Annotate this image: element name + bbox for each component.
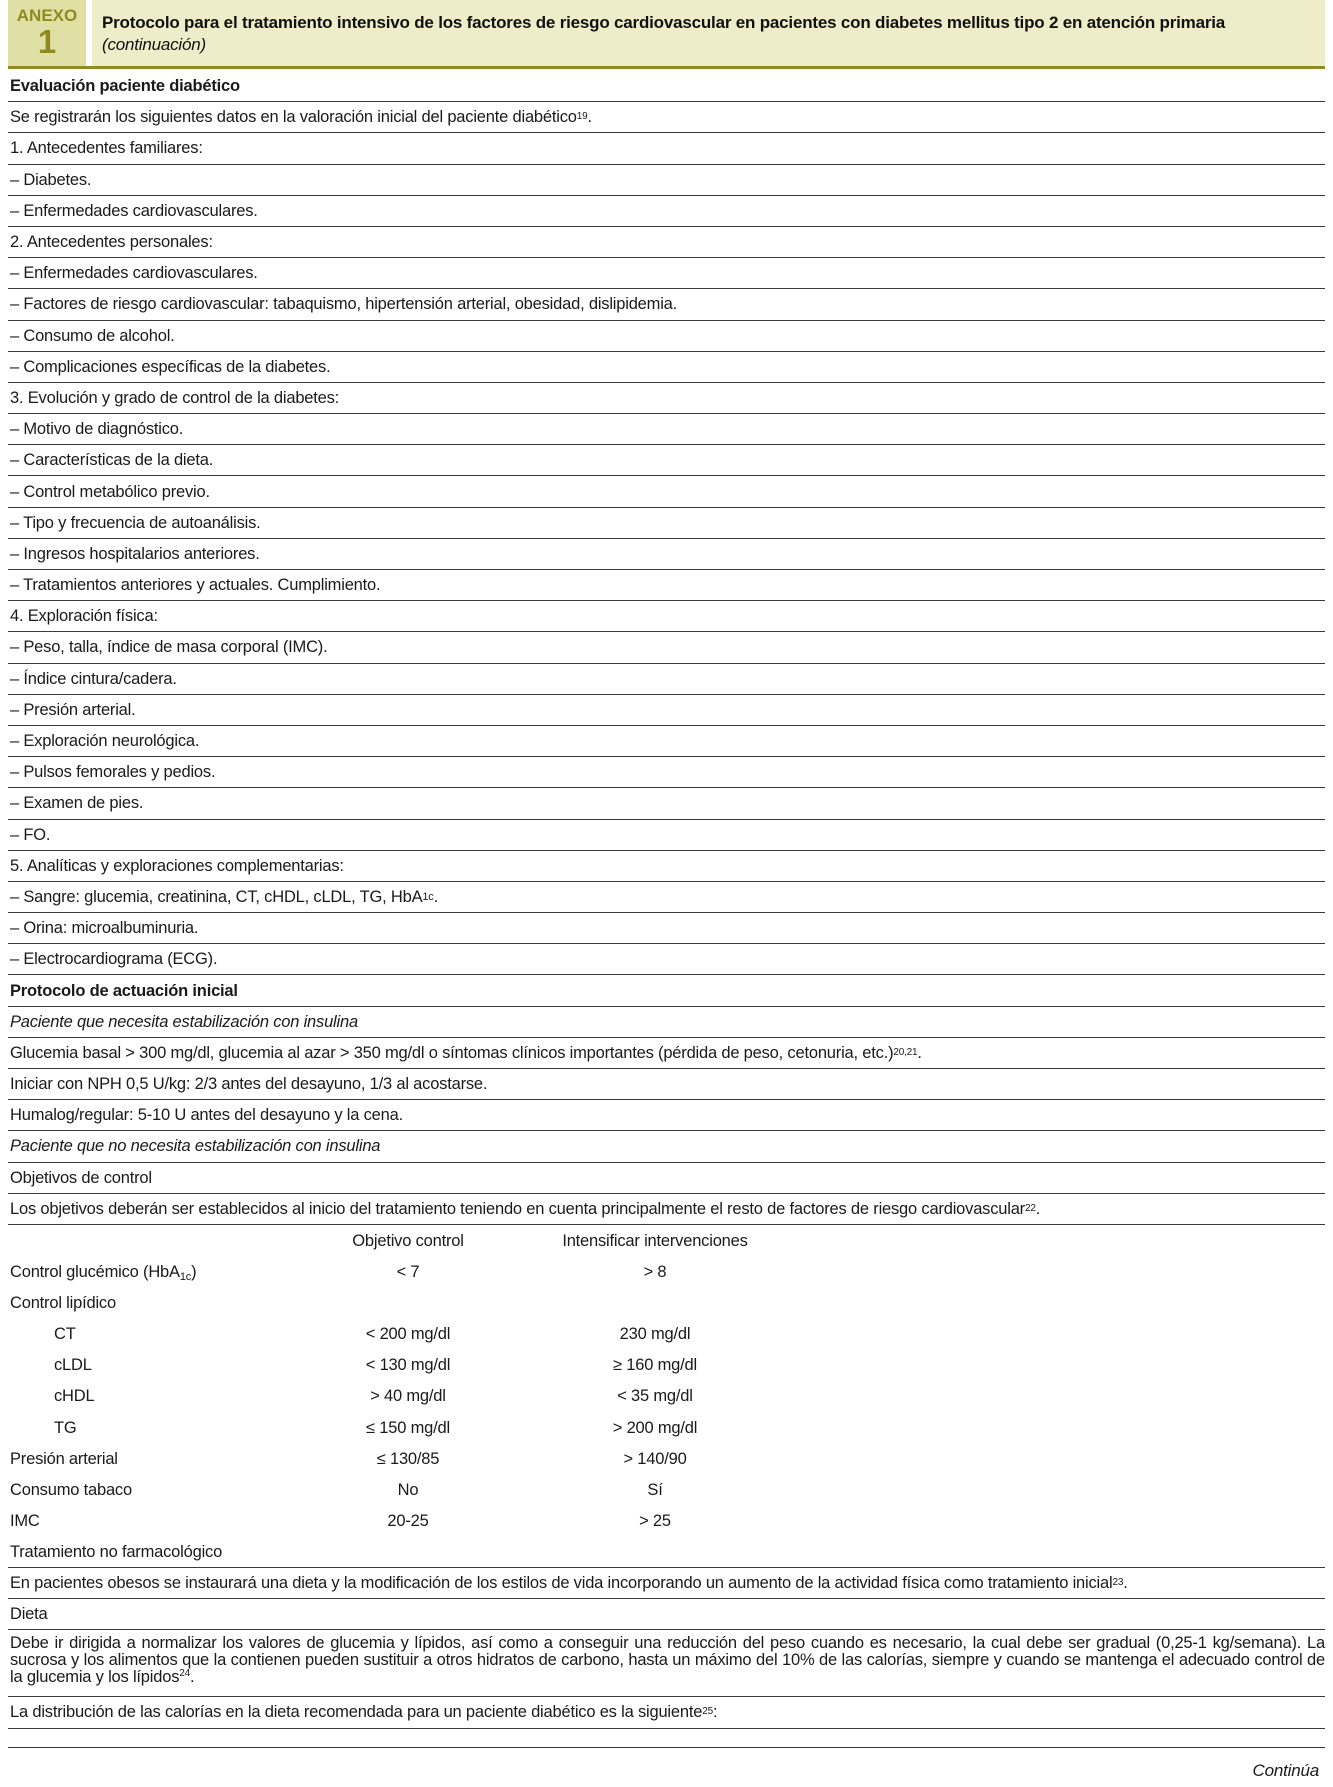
row-target: 20-25 — [387, 1512, 429, 1531]
diet-distribution-row: La distribución de las calorías en la dieta recomendada para un paciente diabético es la siguiente 25 : — [8, 1697, 1325, 1728]
row-intensify: 230 mg/dl — [619, 1325, 691, 1344]
list-item — [8, 352, 1325, 383]
list-item-text: – Índice cintura/cadera. — [10, 669, 177, 688]
list-item — [8, 383, 1325, 414]
list-item-text: – Control metabólico previo. — [10, 482, 210, 501]
annex-word: ANEXO — [16, 6, 78, 25]
no-insulin-heading: Paciente que no necesita estabilización con insulina — [10, 1137, 381, 1156]
blood-period: . — [433, 887, 438, 906]
row-intensify: > 200 mg/dl — [612, 1418, 698, 1437]
list-item-text: – Pulsos femorales y pedios. — [10, 763, 216, 782]
list-item-text: – Enfermedades cardiovasculares. — [10, 264, 258, 283]
nonpharm-heading: Tratamiento no farmacológico — [10, 1542, 223, 1561]
protocol-heading: Protocolo de actuación inicial — [10, 981, 238, 1000]
column-header-intensify: Intensificar intervenciones — [562, 1231, 748, 1250]
row-label: IMC — [10, 1512, 40, 1531]
row-target: < 200 mg/dl — [365, 1325, 451, 1344]
list-item — [8, 196, 1325, 227]
annex-title-text: Protocolo para el tratamiento intensivo de los factores de riesgo cardiovascular en pacientes con diabetes mellitus tipo 2 en atención primaria — [102, 13, 1226, 32]
diet-text: Debe ir dirigida a normalizar los valores de glucemia y lípidos, así como a conseguir una reducción del peso cuando es necesario, la cual debe ser gradual (0,25-1 kg/semana). La sucrosa y los alimentos que la contienen pueden sustituir a otros hidratos de carbono, hasta un máximo del 10% de las calorías, siempre y cuando se mantenga el adecuado control de la glucemia y los lípidos — [10, 1634, 1325, 1687]
list-item-text: – Consumo de alcohol. — [10, 326, 175, 345]
annex-title-suffix: (continuación) — [102, 35, 206, 54]
evaluation-heading: Evaluación paciente diabético — [10, 77, 240, 96]
subheading-no-insulin — [8, 1131, 1325, 1162]
urine-text: – Orina: microalbuminuria. — [10, 919, 199, 938]
row-target: < 130 mg/dl — [365, 1356, 451, 1375]
humalog-dose — [8, 1100, 1325, 1131]
row-intensify: < 35 mg/dl — [617, 1387, 693, 1406]
table-row — [8, 1350, 1325, 1381]
list-item-text: – Presión arterial. — [10, 700, 136, 719]
objectives-heading: Objetivos de control — [10, 1168, 152, 1187]
table-row-glycemic — [8, 1256, 1325, 1287]
list-item-text: – Tratamientos anteriores y actuales. Cumplimiento. — [10, 576, 381, 595]
subheading-insulin — [8, 1007, 1325, 1038]
annex-title — [92, 0, 1325, 66]
list-item — [8, 726, 1325, 757]
list-item-text: – Motivo de diagnóstico. — [10, 420, 184, 439]
list-item — [8, 851, 1325, 882]
insulin-heading: Paciente que necesita estabilización con insulina — [10, 1012, 358, 1031]
glycemic-label — [10, 1262, 290, 1282]
list-item-text: 5. Analíticas y exploraciones complementarias: — [10, 856, 344, 875]
column-header-target: Objetivo control — [352, 1231, 464, 1250]
objectives-text: Los objetivos deberán ser establecidos al inicio del tratamiento teniendo en cuenta principalmente el resto de factores de riesgo cardiovascular — [10, 1199, 1025, 1218]
row-target: ≤ 130/85 — [376, 1449, 440, 1468]
annex-header — [8, 0, 1325, 66]
list-item — [8, 258, 1325, 289]
row-intensify: ≥ 160 mg/dl — [613, 1356, 697, 1375]
diet-text-row — [8, 1630, 1325, 1697]
table-row — [8, 1381, 1325, 1412]
list-item-text: – Examen de pies. — [10, 794, 144, 813]
section-heading-protocol — [8, 975, 1325, 1006]
list-item-text: – Complicaciones específicas de la diabetes. — [10, 357, 331, 376]
humalog-text: Humalog/regular: 5-10 U antes del desayuno y la cena. — [10, 1106, 403, 1125]
table-row — [8, 1319, 1325, 1350]
list-item — [8, 476, 1325, 507]
annex-number: 1 — [37, 23, 57, 60]
glycemic-close: ) — [191, 1262, 197, 1281]
list-item — [8, 165, 1325, 196]
header-divider — [8, 66, 1325, 69]
row-label: cHDL — [54, 1387, 95, 1406]
protocol-table — [8, 71, 1325, 1729]
list-item-text: 3. Evolución y grado de control de la diabetes: — [10, 388, 340, 407]
row-label: Consumo tabaco — [10, 1481, 132, 1500]
list-item — [8, 788, 1325, 819]
list-item-text: 2. Antecedentes personales: — [10, 233, 213, 252]
list-item — [8, 321, 1325, 352]
row-intensify: > 140/90 — [623, 1449, 687, 1468]
list-item — [8, 570, 1325, 601]
table-row — [8, 1506, 1325, 1537]
glycemic-target: < 7 — [396, 1262, 420, 1281]
list-item — [8, 414, 1325, 445]
list-item-text: – Exploración neurológica. — [10, 732, 200, 751]
nonpharm-text: En pacientes obesos se instaurará una dieta y la modificación de los estilos de vida incorporando un aumento de la actividad física como tratamiento inicial — [10, 1574, 1113, 1593]
nonpharm-heading-row — [8, 1537, 1325, 1568]
table-row-lipid — [8, 1287, 1325, 1318]
list-item-text: 1. Antecedentes familiares: — [10, 139, 203, 158]
distribution-colon: : — [712, 1703, 718, 1722]
list-item — [8, 820, 1325, 851]
list-item — [8, 133, 1325, 164]
nonpharm-text-row: En pacientes obesos se instaurará una dieta y la modificación de los estilos de vida incorporando un aumento de la actividad física como tratamiento inicial 23 . — [8, 1568, 1325, 1599]
section-heading-evaluation — [8, 71, 1325, 102]
intro-period: . — [587, 108, 592, 127]
targets-header-row — [8, 1225, 1325, 1256]
diet-heading-row — [8, 1599, 1325, 1630]
nph-dose — [8, 1069, 1325, 1100]
lipid-label: Control lipídico — [10, 1293, 116, 1312]
list-item — [8, 539, 1325, 570]
objectives-text-row: Los objetivos deberán ser establecidos al inicio del tratamiento teniendo en cuenta principalmente el resto de factores de riesgo cardiovascular 22 . — [8, 1194, 1325, 1225]
list-item-text: 4. Exploración física: — [10, 607, 158, 626]
list-item — [8, 289, 1325, 320]
list-item — [8, 757, 1325, 788]
glucemia-text: Glucemia basal > 300 mg/dl, glucemia al azar > 350 mg/dl o síntomas clínicos importantes (pérdida de peso, cetonuria, etc.) — [10, 1043, 894, 1062]
row-label: cLDL — [54, 1356, 92, 1375]
evaluation-intro: Se registrarán los siguientes datos en la valoración inicial del paciente diabético 19 . — [8, 102, 1325, 133]
list-item-ecg — [8, 944, 1325, 975]
row-target: No — [397, 1481, 419, 1500]
list-item-text: – Características de la dieta. — [10, 451, 214, 470]
row-label: Presión arterial — [10, 1449, 118, 1468]
list-item-text: – Tipo y frecuencia de autoanálisis. — [10, 513, 261, 532]
diet-heading: Dieta — [10, 1605, 48, 1624]
glycemic-subscript: 1c — [179, 1270, 192, 1283]
list-item-urine — [8, 913, 1325, 944]
table-row — [8, 1443, 1325, 1474]
table-row — [8, 1412, 1325, 1443]
reference-24: 24 — [179, 1668, 190, 1680]
bottom-divider — [8, 1747, 1325, 1748]
objectives-heading-row — [8, 1163, 1325, 1194]
list-item-text: – Peso, talla, índice de masa corporal (IMC). — [10, 638, 328, 657]
diet-paragraph — [10, 1635, 1325, 1686]
objectives-period: . — [1035, 1199, 1041, 1218]
table-row — [8, 1474, 1325, 1505]
evaluation-intro-text: Se registrarán los siguientes datos en la valoración inicial del paciente diabético — [10, 108, 577, 127]
list-item-text: – FO. — [10, 825, 51, 844]
glycemic-label-text: Control glucémico (HbA — [10, 1262, 180, 1281]
diet-distribution-text: La distribución de las calorías en la dieta recomendada para un paciente diabético es la siguiente — [10, 1703, 703, 1722]
glucemia-criteria: Glucemia basal > 300 mg/dl, glucemia al azar > 350 mg/dl o síntomas clínicos importantes (pérdida de peso, cetonuria, etc.) 20,21 . — [8, 1038, 1325, 1069]
ecg-text: – Electrocardiograma (ECG). — [10, 950, 218, 969]
list-item — [8, 508, 1325, 539]
nonpharm-period: . — [1123, 1574, 1128, 1593]
list-item-text: – Enfermedades cardiovasculares. — [10, 201, 258, 220]
row-label: CT — [54, 1325, 76, 1344]
continues-label: Continúa — [1252, 1761, 1319, 1780]
list-item — [8, 632, 1325, 663]
row-intensify: > 25 — [639, 1512, 671, 1531]
row-target: ≤ 150 mg/dl — [366, 1418, 450, 1437]
list-item — [8, 695, 1325, 726]
list-item-text: – Ingresos hospitalarios anteriores. — [10, 544, 260, 563]
list-item — [8, 664, 1325, 695]
blood-text: – Sangre: glucemia, creatinina, CT, cHDL, cLDL, TG, HbA — [10, 887, 423, 906]
nph-text: Iniciar con NPH 0,5 U/kg: 2/3 antes del desayuno, 1/3 al acostarse. — [10, 1075, 488, 1094]
list-item — [8, 445, 1325, 476]
list-item — [8, 601, 1325, 632]
row-intensify: Sí — [647, 1481, 663, 1500]
list-item-text: – Factores de riesgo cardiovascular: tabaquismo, hipertensión arterial, obesidad, dislipidemia. — [10, 295, 678, 314]
list-item — [8, 227, 1325, 258]
row-label: TG — [54, 1418, 77, 1437]
glucemia-period: . — [917, 1043, 922, 1062]
annex-badge — [8, 0, 86, 66]
diet-period: . — [189, 1668, 195, 1687]
list-item-blood: – Sangre: glucemia, creatinina, CT, cHDL, cLDL, TG, HbA 1c . — [8, 882, 1325, 913]
glycemic-intensify: > 8 — [643, 1262, 667, 1281]
list-item-text: – Diabetes. — [10, 170, 92, 189]
row-target: > 40 mg/dl — [370, 1387, 446, 1406]
